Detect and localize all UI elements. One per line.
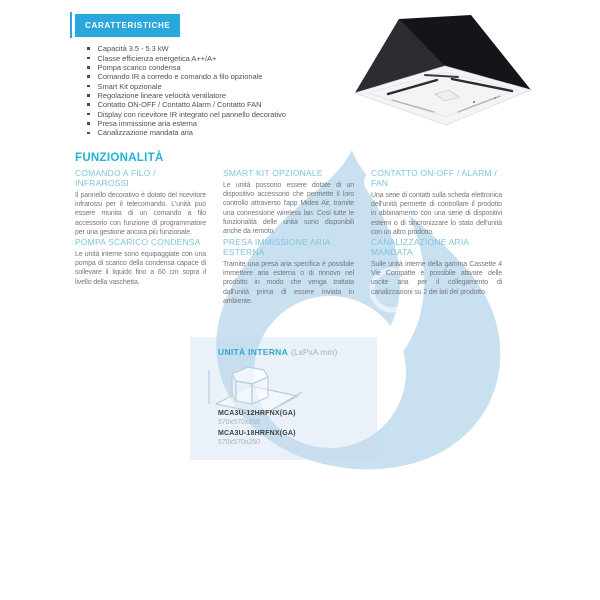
model-list [218,410,296,450]
feature-item [87,44,387,53]
section-title: CONTATTO ON-OFF / ALARM / FAN [371,168,497,188]
bullet-icon [87,75,90,78]
model-dimensions: 570x570x260 [218,438,261,446]
bullet-icon [87,132,90,135]
model-dimensions: 570x570x260 [218,418,261,426]
feature-text: Smart Kit opzionale [97,81,162,91]
functionality-section [223,168,354,237]
section-title: PRESA IMMISSIONE ARIA ESTERNA [223,237,331,258]
bullet-icon [87,85,90,88]
feature-list [87,44,387,137]
section-title: SMART KIT OPZIONALE [223,168,323,178]
model-name: MCA3U-12HRFNX(GA) [218,410,296,417]
feature-text: Comando IR a corredo e comando a filo opzionale [97,72,263,82]
feature-item [87,109,387,118]
bullet-icon [87,113,90,116]
section-body: Tramite una presa aria specifica è possibile immettere aria esterna o di rinnovo nel prodotto in modo che venga trattata dall'unità prima di essere inviata in ambiente. [223,261,354,305]
functionality-title: FUNZIONALITÀ [75,152,164,164]
section-body: Una serie di contatti sulla scheda elettronica dell'unità permette di controllare il prodotto in abbinamento con una serie di dispositivi esterni o di sincronizzare lo stato dell'unità con un altro prodotto. [371,192,502,236]
section-body: Il pannello decorativo è dotato del ricevitore infrarossi per il telecomando. L'unità può essere munita di un comando a filo accessorio con funzione di programmatore per una gestione ancora più funzionale. [75,192,206,236]
feature-item [87,72,387,81]
feature-text: Classe efficienza energetica A++/A+ [97,53,217,63]
indoor-unit-title-subtitle: (LxPxA mm) [291,347,338,357]
section-title: COMANDO A FILO / INFRAROSSI [75,168,156,188]
functionality-section [75,168,206,237]
feature-text: Canalizzazione mandata aria [97,128,193,138]
bullet-icon [87,103,90,106]
feature-item [87,119,387,128]
feature-text: Capacità 3.5 - 5.3 kW [97,44,169,54]
bullet-icon [87,66,90,69]
functionality-grid [75,168,503,306]
section-title: CANALIZZAZIONE ARIA MANDATA [371,237,469,258]
cassette-isometric-icon [206,362,311,417]
bullet-icon [87,122,90,125]
feature-item [87,128,387,137]
bullet-icon [87,47,90,50]
feature-item [87,81,387,90]
indoor-unit-title [218,347,337,357]
functionality-section [223,237,354,306]
section-body: Le unità interne sono equipaggiate con una pompa di scarico della condensa capace di sollevare il liquido fino a 60 cm sopra il livello della vaschetta. [75,251,206,286]
section-body: Sulle unità interne della gamma Cassette 4 Vie Compatte è possibile attivare delle uscite aria per il collegamento di canalizzazioni su 2 dei lati del prodotto. [371,261,502,296]
feature-item [87,91,387,100]
bullet-icon [87,94,90,97]
feature-item [87,63,387,72]
section-body: Le unità possono essere dotate di un dispositivo accessorio che permette il loro controllo attraverso l'app Midea Air, tramite una connessione wireless lan. Così tutte le funzionalità delle unità sono disponibili anche da remoto. [223,182,354,236]
feature-text: Regolazione lineare velocità ventilatore [97,90,226,100]
functionality-section [371,237,502,306]
functionality-section [75,237,206,306]
model-entry [218,410,296,426]
functionality-section [371,168,502,237]
feature-item [87,100,387,109]
model-name: MCA3U-18HRFNX(GA) [218,430,296,437]
model-entry [218,430,296,446]
section-title: POMPA SCARICO CONDENSA [75,237,201,248]
feature-item [87,53,387,62]
feature-text: Presa immissione aria esterna [97,118,197,128]
feature-text: Contatto ON-OFF / Contatto Alarm / Contatto FAN [97,100,262,110]
badge-accent-line [70,12,72,38]
indoor-unit-title-text: UNITÀ INTERNA [218,347,289,357]
caratteristiche-badge: CARATTERISTICHE [75,14,180,37]
feature-text: Pompa scarico condensa [97,62,181,72]
bullet-icon [87,57,90,60]
feature-text: Display con ricevitore IR integrato nel pannello decorativo [97,109,286,119]
